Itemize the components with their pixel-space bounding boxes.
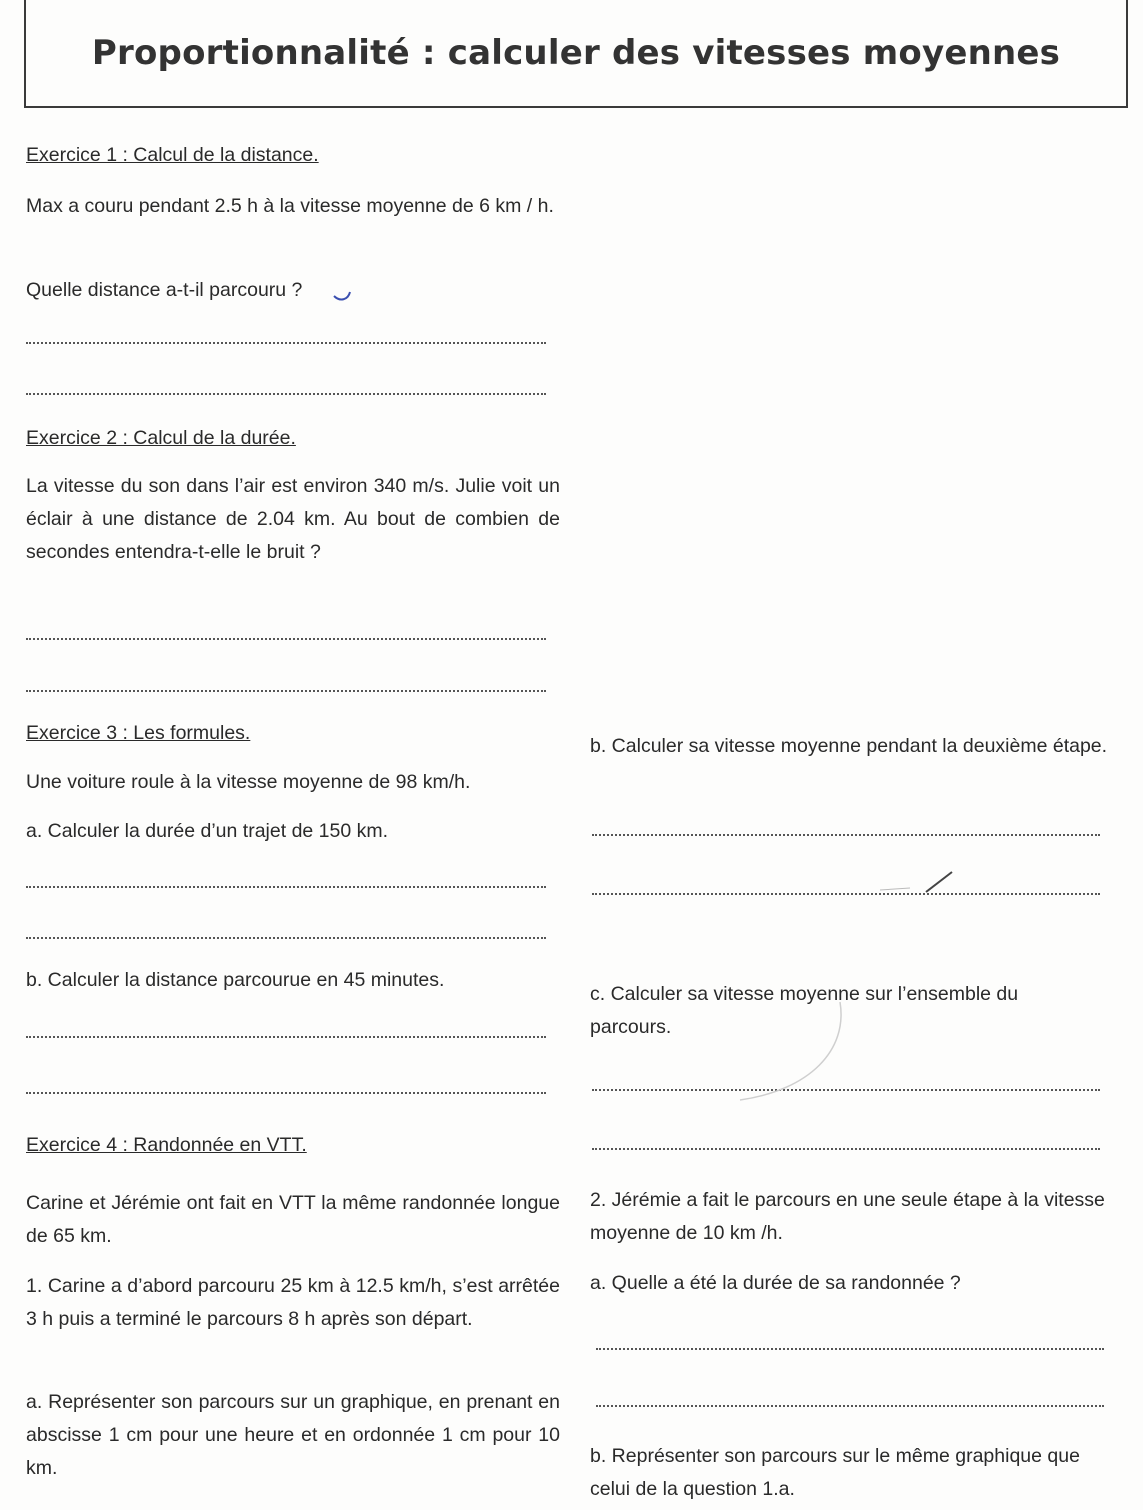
answer-line[interactable] [26,690,546,692]
exercise-4-question-1c: c. Calculer sa vitesse moyenne sur l’ensemble du parcours. [590,983,1019,1038]
exercise-3-question-b: b. Calculer la distance parcourue en 45 minutes. [26,969,445,991]
exercise-4-question-2b: b. Représenter son parcours sur le même graphique que celui de la question 1.a. [590,1445,1080,1500]
pencil-curve-icon [730,1000,860,1110]
exercise-4-heading: Exercice 4 : Randonnée en VTT. [26,1134,307,1156]
answer-line[interactable] [592,834,1100,836]
answer-line[interactable] [26,886,546,888]
answer-line[interactable] [26,937,546,939]
answer-line[interactable] [26,638,546,640]
exercise-4-question-1a: a. Représenter son parcours sur un graphique, en prenant en abscisse 1 cm pour une heure et en ordonnée 1 cm pour 10 km. [26,1391,560,1479]
answer-line[interactable] [592,893,1100,895]
exercise-2-text: La vitesse du son dans l’air est environ 340 m/s. Julie voit un éclair à une distance de 2.04 km. Au bout de combien de secondes entendra-t-elle le bruit ? [26,475,560,563]
answer-line[interactable] [592,1148,1100,1150]
exercise-4-question-2a: a. Quelle a été la durée de sa randonnée ? [590,1272,961,1294]
answer-line[interactable] [596,1348,1104,1350]
title-box [24,0,1128,108]
exercise-4-question-1: 1. Carine a d’abord parcouru 25 km à 12.5 km/h, s’est arrêtée 3 h puis a terminé le parcours 8 h après son départ. [26,1275,560,1330]
answer-line[interactable] [26,1036,546,1038]
exercise-1-question: Quelle distance a-t-il parcouru ? [26,279,303,301]
page-title: Proportionnalité : calculer des vitesses moyennes [91,33,1061,73]
pencil-mark-icon [870,860,990,910]
exercise-1-text: Max a couru pendant 2.5 h à la vitesse moyenne de 6 km / h. [26,195,554,217]
exercise-4-intro: Carine et Jérémie ont fait en VTT la même randonnée longue de 65 km. [26,1192,560,1247]
answer-line[interactable] [26,1092,546,1094]
exercise-1-heading: Exercice 1 : Calcul de la distance. [26,144,319,166]
answer-line[interactable] [26,393,546,395]
answer-line[interactable] [26,342,546,344]
exercise-3-heading: Exercice 3 : Les formules. [26,722,251,744]
exercise-3-text: Une voiture roule à la vitesse moyenne de 98 km/h. [26,771,471,793]
answer-line[interactable] [596,1405,1104,1407]
exercise-4-question-2: 2. Jérémie a fait le parcours en une seule étape à la vitesse moyenne de 10 km /h. [590,1189,1105,1244]
pen-mark-icon [330,278,360,304]
exercise-2-heading: Exercice 2 : Calcul de la durée. [26,427,296,449]
exercise-3-question-a: a. Calculer la durée d’un trajet de 150 km. [26,820,389,842]
exercise-4-question-1b: b. Calculer sa vitesse moyenne pendant la deuxième étape. [590,735,1108,757]
